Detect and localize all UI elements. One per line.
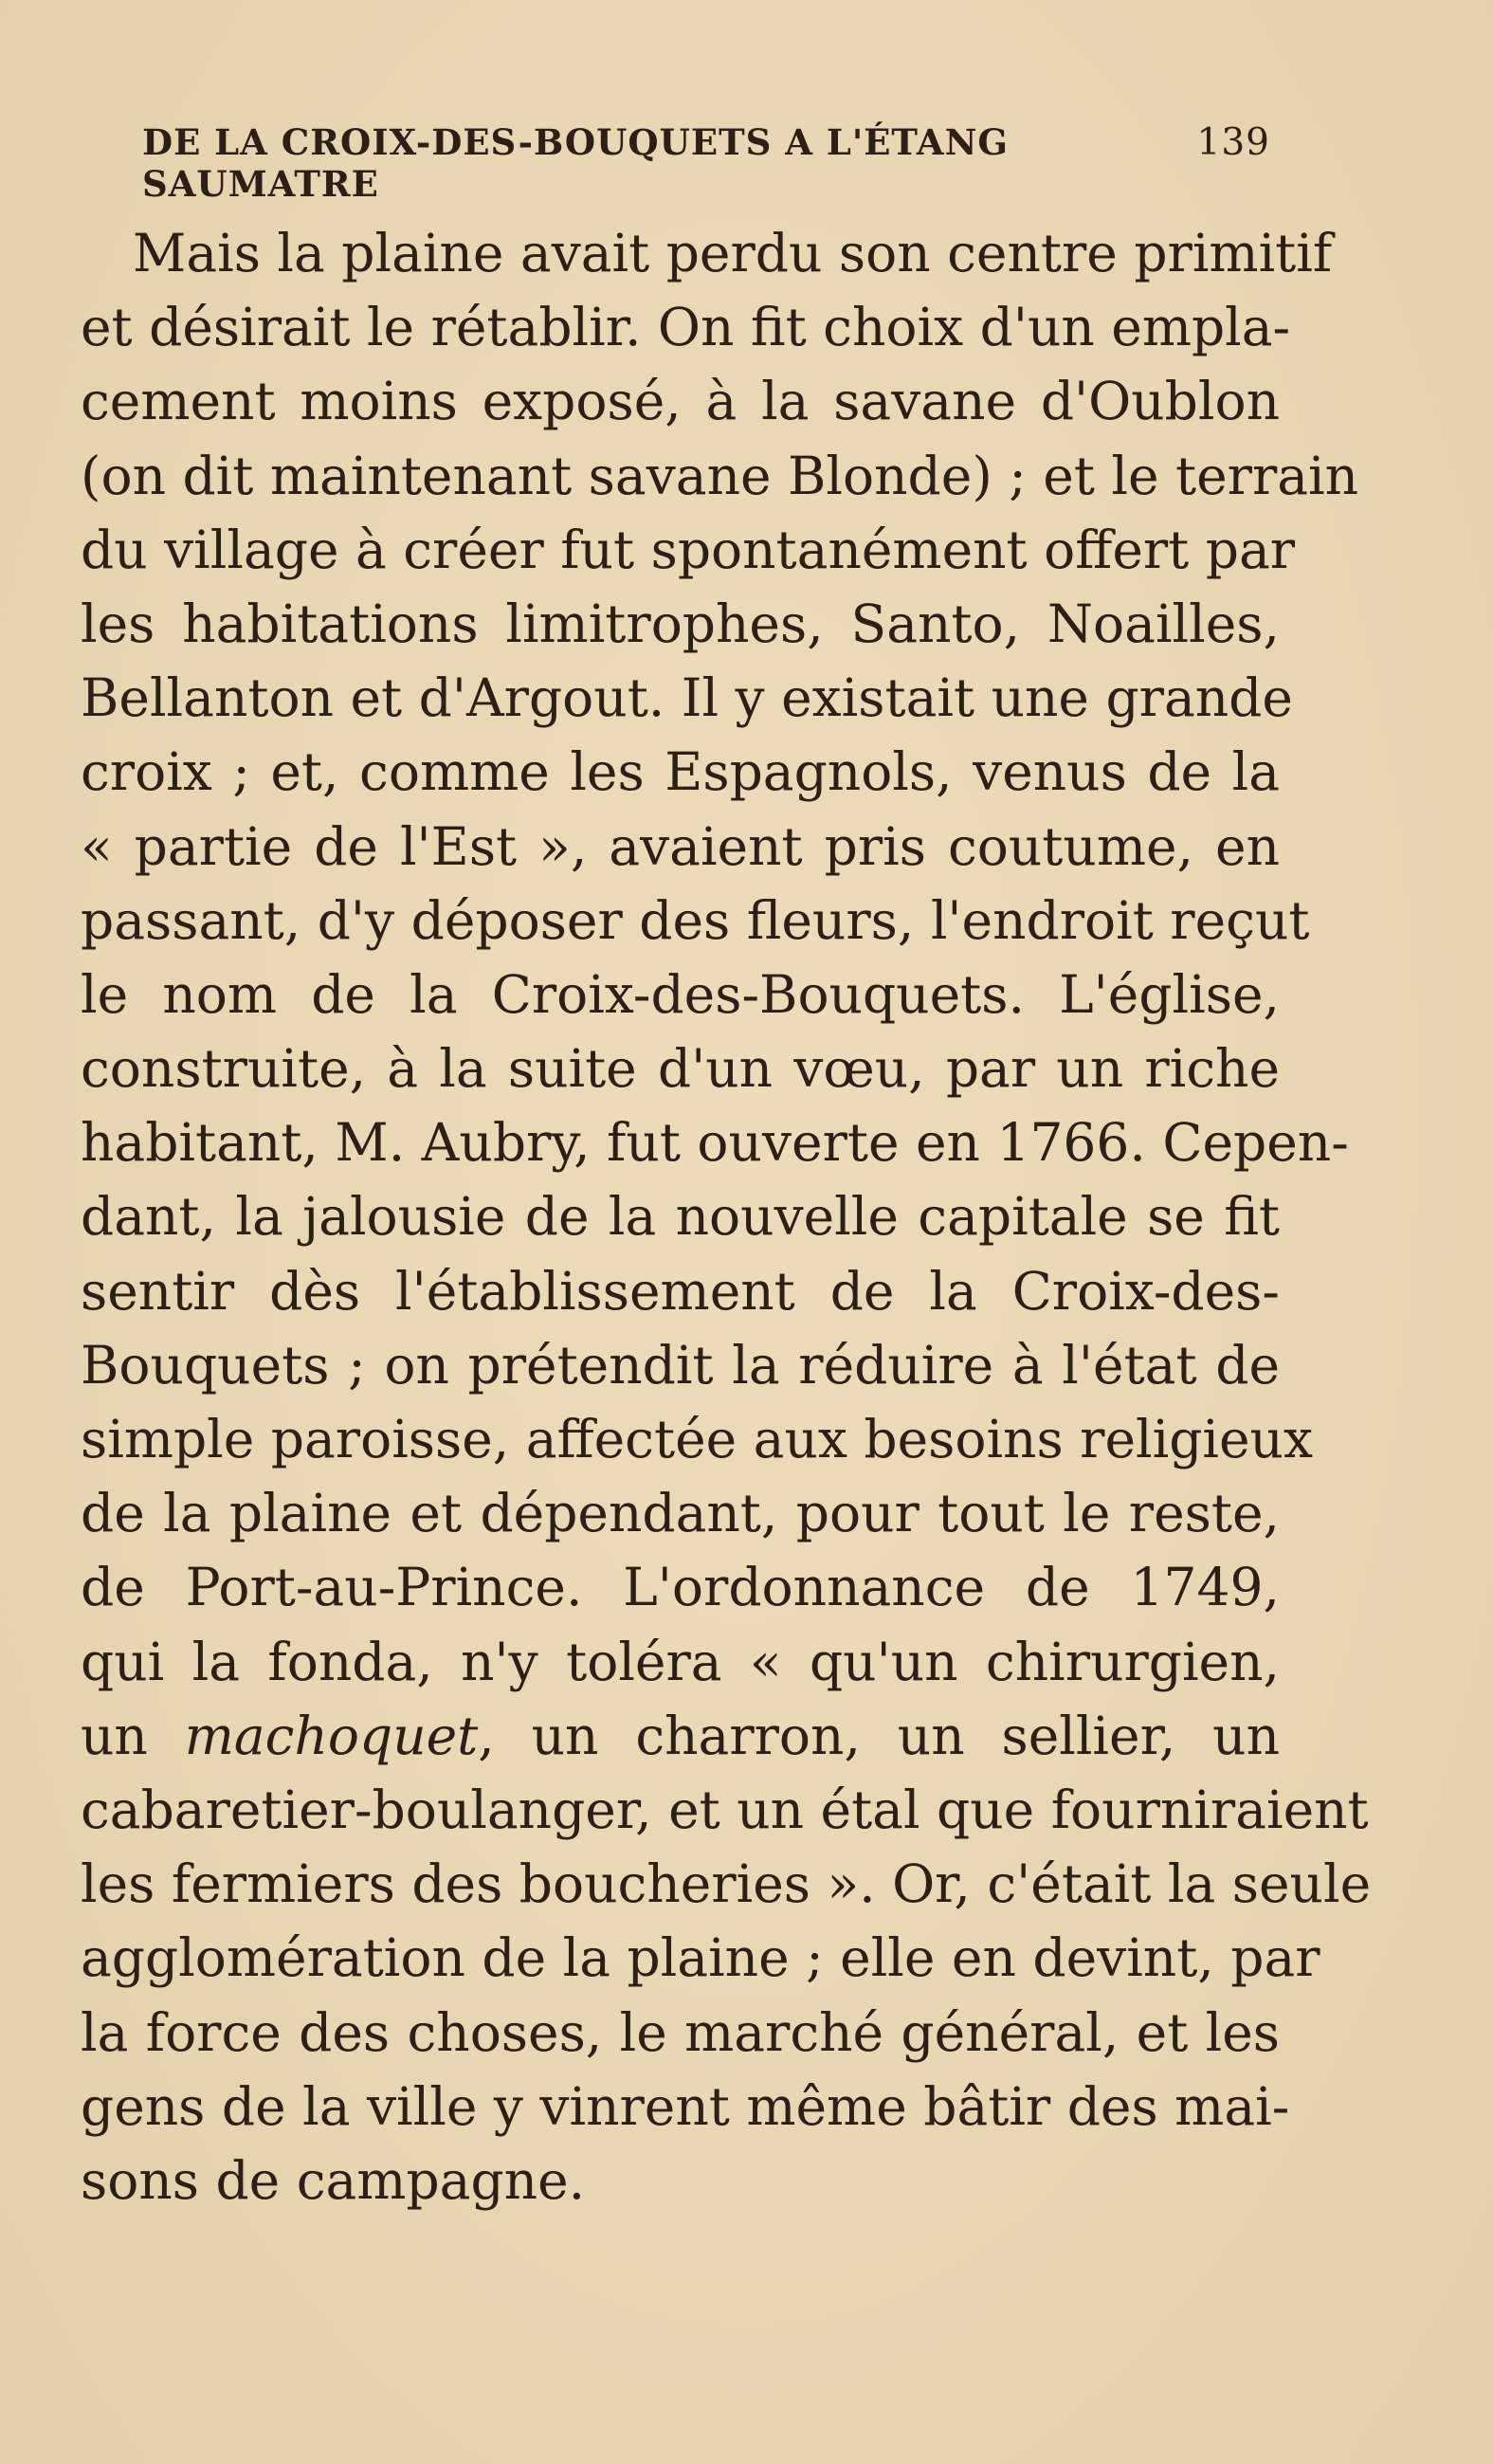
text-fragment: un [81, 1705, 185, 1766]
text-line: cabaretier-boulanger, et un étal que fourniraient [81, 1779, 1369, 1840]
text-line: Bouquets ; on prétendit la réduire à l'état de [81, 1334, 1280, 1396]
text-line: simple paroisse, affectée aux besoins religieux [81, 1409, 1313, 1469]
text-line: et désirait le rétablir. On fit choix d'un empla- [81, 297, 1291, 358]
text-line: les habitations limitrophes, Santo, Noailles, [81, 593, 1280, 654]
text-line-with-italic [81, 1699, 1280, 1773]
text-line: passant, d'y déposer des fleurs, l'endroit reçut [81, 889, 1310, 951]
body-text [81, 216, 1372, 2218]
page-number: 139 [1196, 121, 1270, 164]
text-line: sons de campagne. [81, 2149, 586, 2211]
text-line: cement moins exposé, à la savane d'Oublon [81, 371, 1280, 432]
text-line: le nom de la Croix-des-Bouquets. L'église, [81, 963, 1280, 1025]
italic-term: machoquet [184, 1705, 479, 1766]
running-header [142, 121, 1270, 205]
text-line: (on dit maintenant savane Blonde) ; et le terrain [81, 445, 1359, 506]
text-line: habitant, M. Aubry, fut ouverte en 1766. Cepen- [81, 1112, 1349, 1174]
text-line: qui la fonda, n'y toléra « qu'un chirurgien, [81, 1631, 1280, 1692]
text-line: Mais la plaine avait perdu son centre primitif [133, 223, 1333, 283]
text-line: sentir dès l'établissement de la Croix-des- [81, 1260, 1280, 1322]
text-line: croix ; et, comme les Espagnols, venus de la [81, 741, 1280, 803]
text-line: gens de la ville y vinrent même bâtir des mai- [81, 2075, 1290, 2137]
text-line: Bellanton et d'Argout. Il y existait une grande [81, 667, 1293, 729]
text-line: construite, à la suite d'un vœu, par un riche [81, 1038, 1280, 1100]
text-line: dant, la jalousie de la nouvelle capitale se fit [81, 1186, 1280, 1248]
text-line: de Port-au-Prince. L'ordonnance de 1749, [81, 1557, 1280, 1618]
text-line: la force des choses, le marché général, et les [81, 2001, 1280, 2063]
text-line: de la plaine et dépendant, pour tout le reste, [81, 1483, 1280, 1544]
text-line: « partie de l'Est », avaient pris coutume, en [81, 815, 1280, 877]
text-fragment: , un charron, un sellier, un [478, 1705, 1281, 1766]
text-line: les fermiers des boucheries ». Or, c'était la seule [81, 1853, 1372, 1915]
running-title: DE LA CROIX-DES-BOUQUETS A L'ÉTANG SAUMATRE [142, 121, 1010, 205]
text-line: du village à créer fut spontanément offert par [81, 519, 1296, 580]
text-line: agglomération de la plaine ; elle en devint, par [81, 1927, 1320, 1989]
